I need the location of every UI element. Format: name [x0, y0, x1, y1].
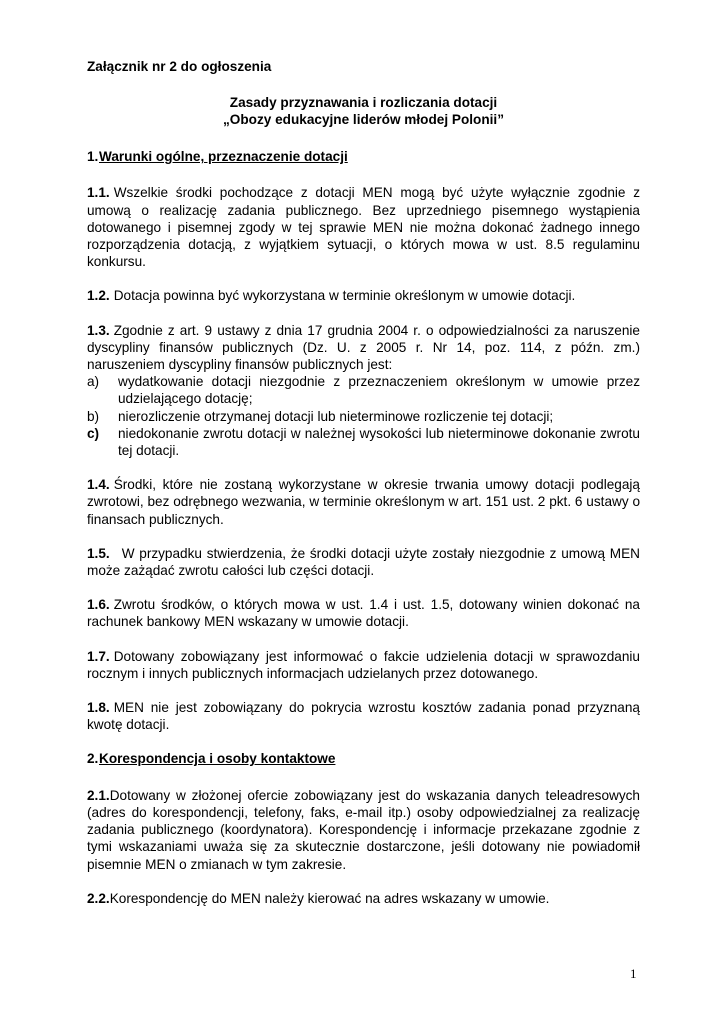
paragraph-number: 1.4. [87, 477, 110, 493]
section-title: Korespondencja i osoby kontaktowe [99, 751, 336, 767]
list-item-text: wydatkowanie dotacji niezgodnie z przeznaczeniem określonym w umowie przez udzielającego dotację; [118, 374, 640, 407]
list-item [87, 408, 640, 425]
list-item-label: a) [87, 374, 100, 390]
title-line-1: Zasady przyznawania i rozliczania dotacji [229, 95, 498, 111]
section-heading-1 [87, 148, 640, 165]
paragraph-number: 1.3. [87, 322, 110, 338]
paragraph-2-1 [87, 787, 640, 873]
violation-list [87, 373, 640, 459]
paragraph-number: 1.5. [87, 545, 110, 561]
paragraph-number: 2.1. [87, 787, 110, 803]
paragraph-number: 1.6. [87, 597, 110, 613]
paragraph-text: Wszelkie środki pochodzące z dotacji MEN mogą być użyte wyłącznie zgodnie z umową o realizację zadania publicznego. Bez uprzedniego pisemnego wystąpienia dotowanego i pisemnej zgody w tej sprawie MEN nie można dokonać żadnego innego rozporządzenia dotacją, z wyjątkiem sytuacji, o których mowa w ust. 8.5 regulaminu konkursu. [87, 185, 640, 270]
annex-label: Załącznik nr 2 do ogłoszenia [87, 59, 272, 74]
page-number: 1 [630, 966, 637, 981]
paragraph-text: Korespondencję do MEN należy kierować na adres wskazany w umowie. [109, 890, 550, 906]
paragraph-1-6 [87, 596, 640, 630]
paragraph-text: W przypadku stwierdzenia, że środki dotacji użyte zostały niezgodnie z umową MEN może zażądać zwrotu całości lub części dotacji. [87, 545, 640, 579]
list-item [87, 425, 640, 459]
list-item-label: b) [87, 408, 100, 424]
title-line-2: „Obozy edukacyjne liderów młodej Polonii” [223, 112, 504, 128]
paragraph-1-4 [87, 476, 640, 528]
list-item [87, 373, 640, 407]
paragraph-text: Dotacja powinna być wykorzystana w terminie określonym w umowie dotacji. [113, 288, 576, 304]
paragraph-text: Środki, które nie zostaną wykorzystane w okresie trwania umowy dotacji podlegają zwrotowi, bez odrębnego wezwania, w terminie określonym w art. 151 ust. 2 pkt. 6 ustawy o finansach publicznych. [87, 477, 640, 527]
paragraph-number: 1.8. [87, 700, 110, 716]
paragraph-number: 2.2. [87, 890, 110, 906]
list-item-text: nierozliczenie otrzymanej dotacji lub nieterminowe rozliczenie tej dotacji; [118, 408, 554, 424]
list-item-label: c) [87, 425, 100, 441]
paragraph-number: 1.2. [87, 288, 110, 304]
section-number: 2. [87, 751, 99, 767]
paragraph-text: MEN nie jest zobowiązany do pokrycia wzrostu kosztów zadania ponad przyznaną kwotę dotacji. [87, 700, 640, 733]
section-heading-2 [87, 750, 640, 767]
paragraph-text: Dotowany zobowiązany jest informować o fakcie udzielenia dotacji w sprawozdaniu rocznym i innych publicznych informacjach udzielanych przez dotowanego. [87, 648, 640, 681]
section-number: 1. [87, 149, 99, 165]
paragraph-number: 1.7. [87, 648, 110, 664]
paragraph-2-2 [87, 890, 640, 907]
paragraph-number: 1.1. [87, 185, 110, 201]
paragraph-text: Dotowany w złożonej ofercie zobowiązany jest do wskazania danych teleadresowych (adres do korespondencji, telefony, faks, e-mail itp.) osoby odpowiedzialnej za realizację zadania publicznego (koordynatora). Korespondencję i informacje przekazane zgodnie z tymi wskazaniami uważa się za skutecznie dostarczone, jeśli dotowany nie powiadomił pisemnie MEN o zmianach w tym zakresie. [87, 787, 640, 872]
paragraph-1-2 [87, 287, 640, 304]
paragraph-text: Zgodnie z art. 9 ustawy z dnia 17 grudnia 2004 r. o odpowiedzialności za naruszenie dyscypliny finansów publicznych (Dz. U. z 2005 r. Nr 14, poz. 114, z późn. zm.) naruszeniem dyscypliny finansów publicznych jest: [87, 322, 640, 373]
paragraph-1-7 [87, 648, 640, 682]
paragraph-1-8 [87, 699, 640, 733]
paragraph-text: Zwrotu środków, o których mowa w ust. 1.4 i ust. 1.5, dotowany winien dokonać na rachunek bankowy MEN wskazany w umowie dotacji. [87, 597, 640, 630]
section-title: Warunki ogólne, przeznaczenie dotacji [99, 149, 348, 165]
list-item-text: niedokonanie zwrotu dotacji w należnej wysokości lub nieterminowe dokonanie zwrotu tej dotacji. [118, 425, 640, 459]
paragraph-1-1 [87, 184, 640, 270]
paragraph-1-5 [87, 545, 640, 579]
paragraph-1-3 [87, 322, 640, 374]
document-body [87, 58, 640, 924]
document-title [87, 94, 640, 128]
